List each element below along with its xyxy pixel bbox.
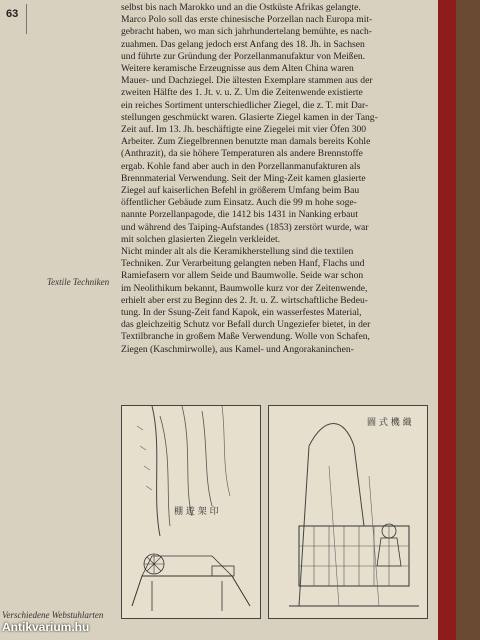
background-surface <box>456 0 480 640</box>
body-line: Techniken. Zur Verarbeitung gelangten neben Hanf, Flachs und <box>121 258 365 270</box>
figure-left-caption-chars: 棚 遊 架 印 <box>174 507 219 517</box>
body-line: (Anthrazit), da sie höhere Temperaturen als andere Brennstoffe <box>121 148 363 160</box>
body-line: Marco Polo soll das erste chinesische Porzellan nach Europa mit- <box>121 14 373 26</box>
body-line: Zeit auf. Im 13. Jh. beschäftigte eine Ziegelei mit vier Öfen 300 <box>121 124 367 136</box>
body-line: Textilbranche in großem Maße Verwendung. Wolle von Schafen, <box>121 331 370 343</box>
body-line: und während des Taiping-Aufstandes (1853) zerstört wurde, war <box>121 221 369 233</box>
body-text <box>121 2 427 356</box>
body-line: mit solchen glasierten Ziegeln verkleidet. <box>121 233 281 245</box>
body-line: das gleichzeitig Schutz vor Befall durch Ungeziefer bietet, in der <box>121 319 371 331</box>
book-edge <box>438 0 456 640</box>
body-line: Ziegel auf kaiserlichen Befehl in größerem Umfang beim Bau <box>121 185 360 197</box>
body-line: ergab. Kohle fand aber auch in den Porzellanmanufakturen als <box>121 160 361 172</box>
body-line: zweiten Hälfte des 1. Jt. v. u. Z. Um die Zeitenwende existierte <box>121 87 363 99</box>
header-rule <box>26 4 27 34</box>
body-line: nannte Porzellanpagode, die 1412 bis 1431 in Nanking erbaut <box>121 209 358 221</box>
body-line: Ziegen (Kaschmirwolle), aus Kamel- und Angorakaninchen- <box>121 343 354 355</box>
body-line: erhielt aber erst zu Beginn des 2. Jt. u. Z. wirtschaftliche Bedeu- <box>121 294 368 306</box>
margin-note-textile: Textile Techniken <box>47 277 110 287</box>
body-line: Arbeiter. Zum Ziegelbrennen benutzte man damals bereits Kohle <box>121 136 371 148</box>
body-line: öffentlicher Gebäude zum Einsatz. Auch die 99 m hohe soge- <box>121 197 357 209</box>
body-line: Brennmaterial Verwendung. Seit der Ming-Zeit kamen glasierte <box>121 172 366 184</box>
body-line: Nicht minder alt als die Keramikherstellung sind die textilen <box>121 246 354 258</box>
watermark: Antikvarium.hu <box>2 620 90 634</box>
figure-right-illustration <box>268 405 428 619</box>
page-number: 63 <box>6 8 19 20</box>
body-line: ein reiches Sortiment unterschiedlicher Ziegel, die z. T. mit Dar- <box>121 99 369 111</box>
body-line: im Neolithikum bekannt, Baumwolle kurz vor der Zeitenwende, <box>121 282 368 294</box>
body-line: Weitere keramische Erzeugnisse aus dem Alten China waren <box>121 63 354 75</box>
margin-note-looms: Verschiedene Webstuhlarten <box>2 610 104 620</box>
figure-left-illustration <box>121 405 261 619</box>
body-line: Mauer- und Dachziegel. Die ältesten Exemplare stammen aus der <box>121 75 373 87</box>
loom-weaver-drawing <box>269 406 427 618</box>
figure-right-caption-chars: 圖 式 機 織 <box>367 418 412 428</box>
body-line: gebracht haben, wo man sich jahrhundertelang bemühte, es nach- <box>121 26 372 38</box>
body-line: zuahmen. Das gelang jedoch erst Anfang des 18. Jh. in Sachsen <box>121 38 365 50</box>
body-line: selbst bis nach Marokko und an die Ostküste Afrikas gelangte. <box>121 2 361 13</box>
body-line: tung. In der Ssung-Zeit fand Kapok, ein wasserfestes Material, <box>121 307 362 319</box>
body-line: Ramiefasern vor allem Seide und Baumwolle. Seide war schon <box>121 270 364 282</box>
body-line: stellungen geschmückt waren. Glasierte Ziegel kamen in der Tang- <box>121 111 378 123</box>
body-line: und führte zur Gründung der Porzellanmanufaktur von Meißen. <box>121 50 366 62</box>
